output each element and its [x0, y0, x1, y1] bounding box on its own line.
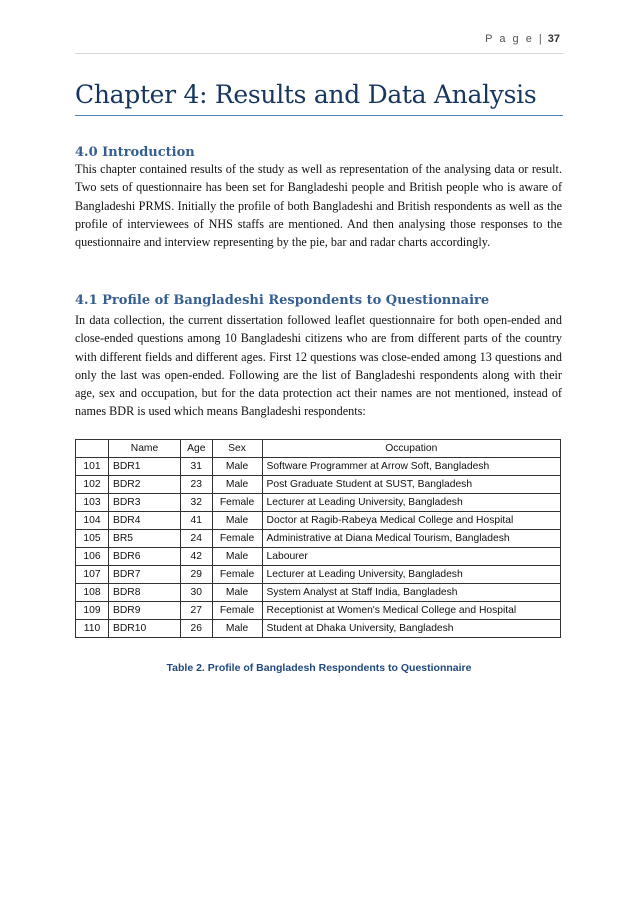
section-heading-profile: 4.1 Profile of Bangladeshi Respondents to Questionnaire [75, 293, 490, 308]
cell-sex: Male [212, 584, 262, 602]
cell-age: 27 [181, 602, 213, 620]
title-divider [75, 115, 563, 116]
cell-sex: Female [212, 566, 262, 584]
cell-occupation: Receptionist at Women's Medical College and Hospital [262, 602, 560, 620]
page-label: P a g e [485, 33, 534, 45]
cell-name: BDR6 [109, 548, 181, 566]
page-header [485, 33, 560, 45]
table-row [76, 602, 561, 620]
cell-id: 105 [76, 530, 109, 548]
table-row [76, 530, 561, 548]
cell-id: 106 [76, 548, 109, 566]
cell-occupation: Student at Dhaka University, Bangladesh [262, 620, 560, 638]
table-row [76, 494, 561, 512]
cell-id: 109 [76, 602, 109, 620]
table-body [76, 458, 561, 638]
cell-sex: Male [212, 458, 262, 476]
table-row [76, 584, 561, 602]
cell-id: 101 [76, 458, 109, 476]
header-name: Name [109, 440, 181, 458]
section-heading-introduction: 4.0 Introduction [75, 145, 195, 160]
cell-sex: Female [212, 530, 262, 548]
table-row [76, 512, 561, 530]
cell-age: 24 [181, 530, 213, 548]
profile-paragraph: In data collection, the current dissertation followed leaflet questionnaire for both open-ended and close-ended questions among 10 Bangladeshi citizens who are from different parts of the country with different fields and different ages. First 12 questions was close-ended among 13 questions and only the last was open-ended. Following are the list of Bangladeshi respondents along with their age, sex and occupation, but for the data protection act their names are not mentioned, instead of names BDR is used which means Bangladeshi respondents: [75, 313, 562, 419]
header-sex: Sex [212, 440, 262, 458]
cell-occupation: Lecturer at Leading University, Bangladesh [262, 494, 560, 512]
cell-age: 41 [181, 512, 213, 530]
cell-age: 26 [181, 620, 213, 638]
cell-name: BDR8 [109, 584, 181, 602]
introduction-paragraph: This chapter contained results of the study as well as representation of the analysing data or result. Two sets of questionnaire has been set for Bangladeshi people and British people who is aware of Bangladeshi PRMS. Initially the profile of both Bangladeshi and British respondents as well as the profile of interviewees of NHS staffs are mentioned. And then analysing those responses to the questionnaire and interview representing by the pie, bar and radar charts accordingly. [75, 162, 562, 250]
cell-occupation: Administrative at Diana Medical Tourism, Bangladesh [262, 530, 560, 548]
header-occupation: Occupation [262, 440, 560, 458]
cell-sex: Female [212, 494, 262, 512]
cell-name: BR5 [109, 530, 181, 548]
header-id [76, 440, 109, 458]
page-number: 37 [547, 33, 560, 45]
header-divider [75, 53, 563, 54]
cell-age: 31 [181, 458, 213, 476]
cell-age: 42 [181, 548, 213, 566]
cell-occupation: Lecturer at Leading University, Bangladesh [262, 566, 560, 584]
table-row [76, 458, 561, 476]
respondents-table [75, 439, 561, 638]
cell-id: 103 [76, 494, 109, 512]
chapter-title: Chapter 4: Results and Data Analysis [75, 80, 537, 109]
cell-occupation: System Analyst at Staff India, Bangladesh [262, 584, 560, 602]
page-separator: | [538, 33, 544, 45]
cell-occupation: Doctor at Ragib-Rabeya Medical College and Hospital [262, 512, 560, 530]
cell-occupation: Software Programmer at Arrow Soft, Bangladesh [262, 458, 560, 476]
cell-id: 107 [76, 566, 109, 584]
table-row [76, 548, 561, 566]
cell-age: 29 [181, 566, 213, 584]
cell-age: 23 [181, 476, 213, 494]
cell-sex: Male [212, 548, 262, 566]
table-caption: Table 2. Profile of Bangladesh Respondents to Questionnaire [166, 662, 472, 674]
cell-age: 30 [181, 584, 213, 602]
cell-id: 108 [76, 584, 109, 602]
cell-name: BDR7 [109, 566, 181, 584]
cell-name: BDR1 [109, 458, 181, 476]
cell-name: BDR9 [109, 602, 181, 620]
header-age: Age [181, 440, 213, 458]
cell-age: 32 [181, 494, 213, 512]
cell-name: BDR10 [109, 620, 181, 638]
cell-name: BDR4 [109, 512, 181, 530]
cell-id: 104 [76, 512, 109, 530]
table-header-row [76, 440, 561, 458]
table-row [76, 620, 561, 638]
cell-occupation: Post Graduate Student at SUST, Bangladesh [262, 476, 560, 494]
cell-sex: Male [212, 620, 262, 638]
cell-sex: Male [212, 476, 262, 494]
cell-occupation: Labourer [262, 548, 560, 566]
cell-name: BDR2 [109, 476, 181, 494]
cell-sex: Female [212, 602, 262, 620]
cell-sex: Male [212, 512, 262, 530]
cell-name: BDR3 [109, 494, 181, 512]
table-row [76, 566, 561, 584]
table-row [76, 476, 561, 494]
cell-id: 110 [76, 620, 109, 638]
cell-id: 102 [76, 476, 109, 494]
